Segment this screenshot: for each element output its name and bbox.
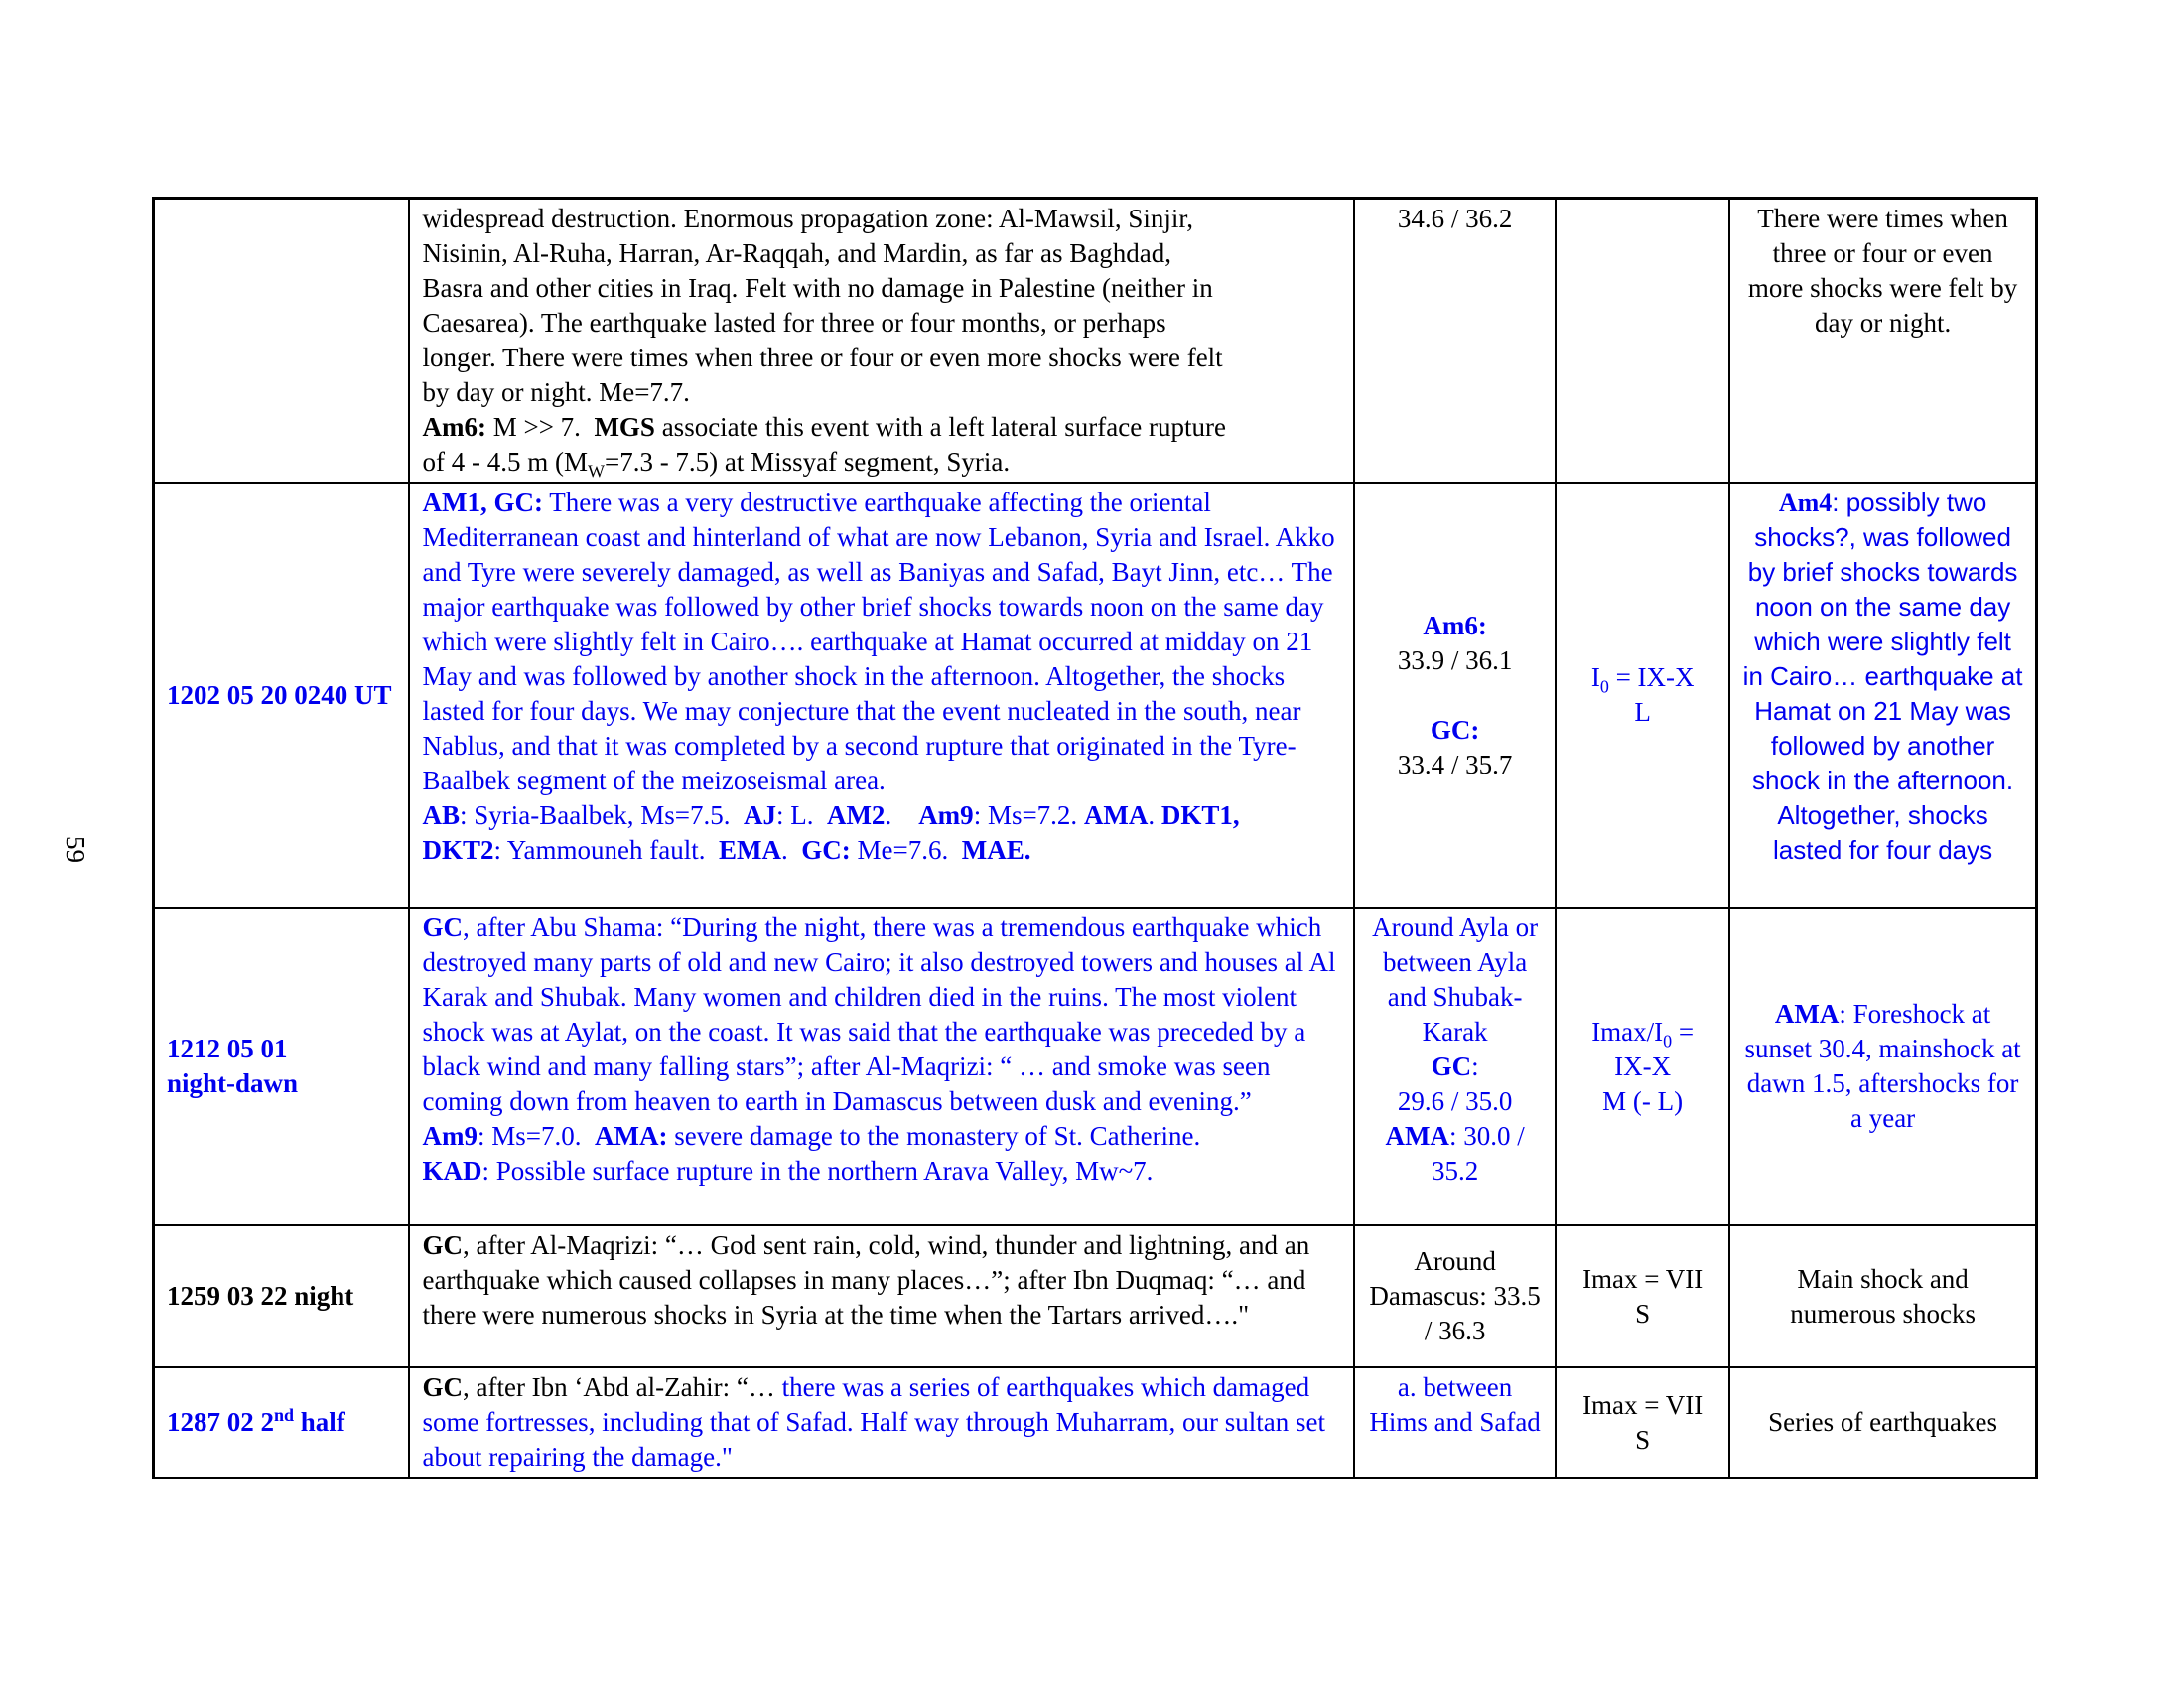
- description-cell: GC, after Abu Shama: “During the night, there was a tremendous earthquake which destroyed many parts of old and new Cairo; it also destroyed towers and houses al Al Karak and Shubak. Many women and children died in the ruins. The most violent shock was at Aylat, on the coast. It was said that the earthquake was preceded by a black wind and many falling stars”; after Al-Maqrizi: “ … and smoke was seen coming down from heaven to earth in Damascus between dusk and evening.” Am9: Ms=7.0. AMA: severe damage to the monastery of St. Catherine. KAD: Possible surface rupture in the northern Arava Valley, Mw~7.: [409, 908, 1354, 1225]
- description-cell: widespread destruction. Enormous propagation zone: Al-Mawsil, Sinjir, Nisinin, Al-Ruha, Harran, Ar-Raqqah, and Mardin, as far as Baghdad, Basra and other cities in Iraq. Felt with no damage in Palestine (neither in Caesarea). The earthquake lasted for three or four months, or perhaps longer. There were times when three or four or even more shocks were felt by day or night. Me=7.7. Am6: M >> 7. MGS associate this event with a left lateral surface rupture of 4 - 4.5 m $(M_W=7.3 - 7.5)$ at Missyaf segment, Syria.: [409, 199, 1354, 484]
- page-number: 59: [61, 836, 90, 863]
- table-row: [154, 199, 2037, 484]
- location-cell: a. between Hims and Safad: [1354, 1367, 1556, 1478]
- intensity-cell: Imax = VII S: [1556, 1367, 1729, 1478]
- location-cell: Around Damascus: 33.5 / 36.3: [1354, 1225, 1556, 1367]
- table-row: [154, 483, 2037, 908]
- comment-cell: Main shock and numerous shocks: [1729, 1225, 2036, 1367]
- description-cell: AM1, GC: There was a very destructive earthquake affecting the oriental Mediterranean coast and hinterland of what are now Lebanon, Syria and Israel. Akko and Tyre were severely damaged, as well as Baniyas and Safad, Bayt Jinn, etc… The major earthquake was followed by other brief shocks towards noon on the same day which were slightly felt in Cairo…. earthquake at Hamat occurred at midday on 21 May and was followed by another shock in the afternoon. Altogether, the shocks lasted for four days. We may conjecture that the event nucleated in the south, near Nablus, and that it was completed by a second rupture that originated in the Tyre-Baalbek segment of the meizoseismal area. AB: Syria-Baalbek, Ms=7.5. AJ: L. AM2. Am9: Ms=7.2. AMA. DKT1, DKT2: Yammouneh fault. EMA. GC: Me=7.6. MAE.: [409, 483, 1354, 908]
- ref-label: Am6:: [422, 412, 486, 442]
- comment-cell: Series of earthquakes: [1729, 1367, 2036, 1478]
- table-row: [154, 1367, 2037, 1478]
- location-cell: 34.6 / 36.2: [1354, 199, 1556, 484]
- intensity-cell: Imax/$I_0$ = IX-X M (- L): [1556, 908, 1729, 1225]
- date-cell: [154, 199, 410, 484]
- ref-label: MGS: [594, 412, 655, 442]
- earthquake-catalog-table: [152, 197, 2038, 1479]
- ref-label: AM1, GC:: [422, 488, 543, 517]
- date-cell: 1202 05 20 0240 UT: [154, 483, 410, 908]
- description-cell: GC, after Al-Maqrizi: “… God sent rain, cold, wind, thunder and lightning, and an earthquake which caused collapses in many places…”; after Ibn Duqmaq: “… and there were numerous shocks in Syria at the time when the Tartars arrived….": [409, 1225, 1354, 1367]
- date-cell: 1259 03 22 night: [154, 1225, 410, 1367]
- table-row: [154, 1225, 2037, 1367]
- intensity-cell: [1556, 199, 1729, 484]
- intensity-cell: $I_0 = IX-X$ L: [1556, 483, 1729, 908]
- date-cell: 1287 02 2nd half: [154, 1367, 410, 1478]
- table-row: [154, 908, 2037, 1225]
- location-cell: Am6: 33.9 / 36.1 GC: 33.4 / 35.7: [1354, 483, 1556, 908]
- location-cell: Around Ayla or between Ayla and Shubak-Karak GC: 29.6 / 35.0 AMA: 30.0 / 35.2: [1354, 908, 1556, 1225]
- comment-cell: Am4: possibly two shocks?, was followed by brief shocks towards noon on the same day which were slightly felt in Cairo… earthquake at Hamat on 21 May was followed by another shock in the afternoon. Altogether, shocks lasted for four days: [1729, 483, 2036, 908]
- comment-cell: There were times when three or four or even more shocks were felt by day or night.: [1729, 199, 2036, 484]
- comment-cell: AMA: Foreshock at sunset 30.4, mainshock at dawn 1.5, aftershocks for a year: [1729, 908, 2036, 1225]
- intensity-cell: Imax = VII S: [1556, 1225, 1729, 1367]
- description-cell: GC, after Ibn ‘Abd al-Zahir: “… there was a series of earthquakes which damaged some fortresses, including that of Safad. Half way through Muharram, our sultan set about repairing the damage.": [409, 1367, 1354, 1478]
- date-cell: 1212 05 01 night-dawn: [154, 908, 410, 1225]
